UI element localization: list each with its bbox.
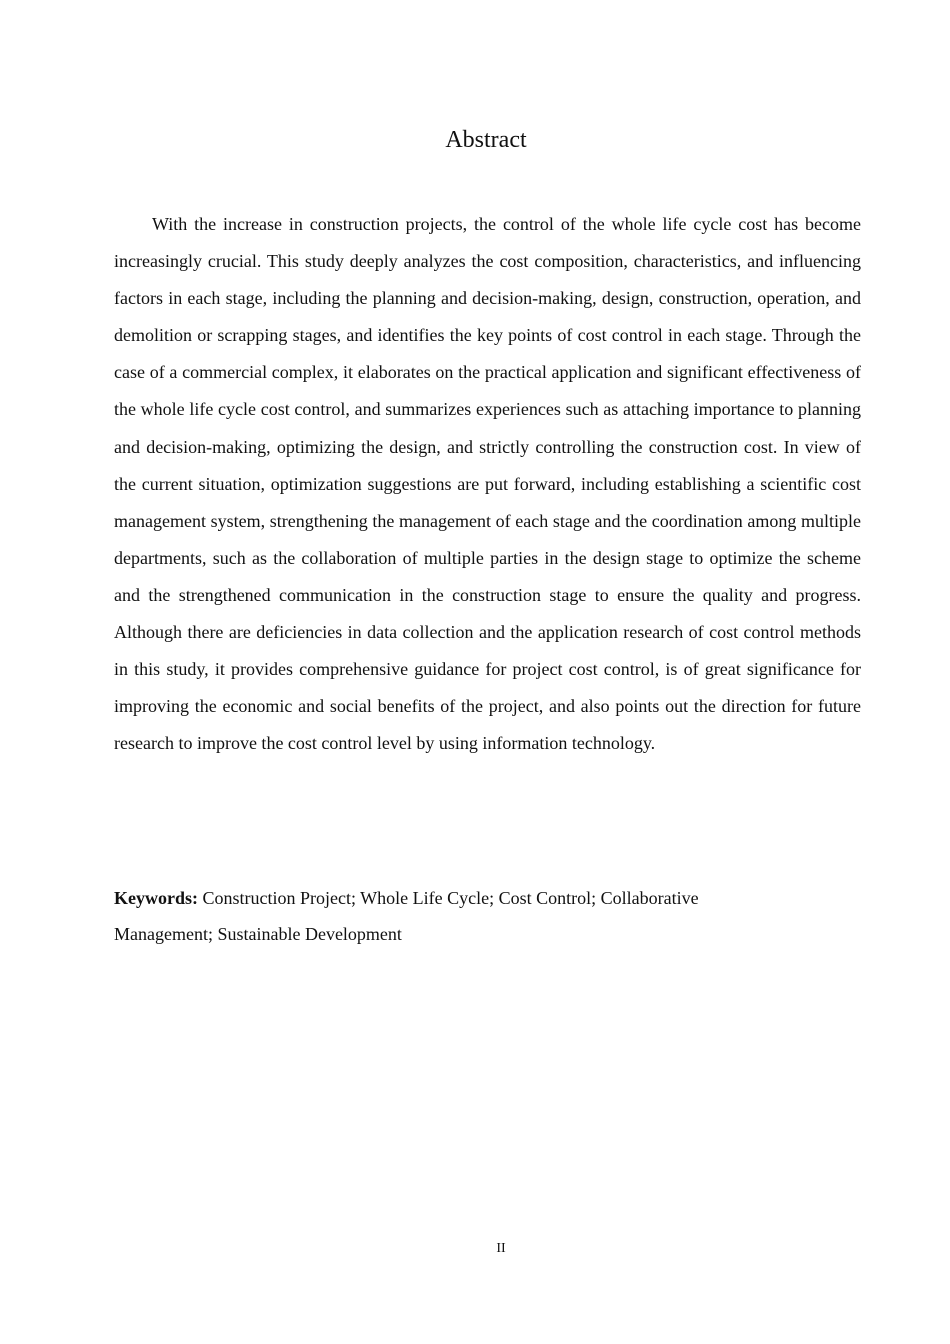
keywords-paragraph bbox=[114, 880, 774, 952]
keywords-label: Keywords: bbox=[114, 888, 198, 908]
abstract-paragraph: With the increase in construction projects, the control of the whole life cycle cost has become increasingly crucial. This study deeply analyzes the cost composition, characteristics, and influencing factors in each stage, including the planning and decision-making, design, construction, operation, and demolition or scrapping stages, and identifies the key points of cost control in each stage. Through the case of a commercial complex, it elaborates on the practical application and significant effectiveness of the whole life cycle cost control, and summarizes experiences such as attaching importance to planning and decision-making, optimizing the design, and strictly controlling the construction cost. In view of the current situation, optimization suggestions are put forward, including establishing a scientific cost management system, strengthening the management of each stage and the coordination among multiple departments, such as the collaboration of multiple parties in the design stage to optimize the scheme and the strengthened communication in the construction stage to ensure the quality and progress. Although there are deficiencies in data collection and the application research of cost control methods in this study, it provides comprehensive guidance for project cost control, is of great significance for improving the economic and social benefits of the project, and also points out the direction for future research to improve the cost control level by using information technology. bbox=[114, 214, 861, 754]
keywords-text: Construction Project; Whole Life Cycle; Cost Control; Collaborative Management; Sustainable Development bbox=[114, 888, 699, 944]
page-number: II bbox=[496, 1241, 506, 1256]
abstract-title: Abstract bbox=[445, 127, 527, 153]
